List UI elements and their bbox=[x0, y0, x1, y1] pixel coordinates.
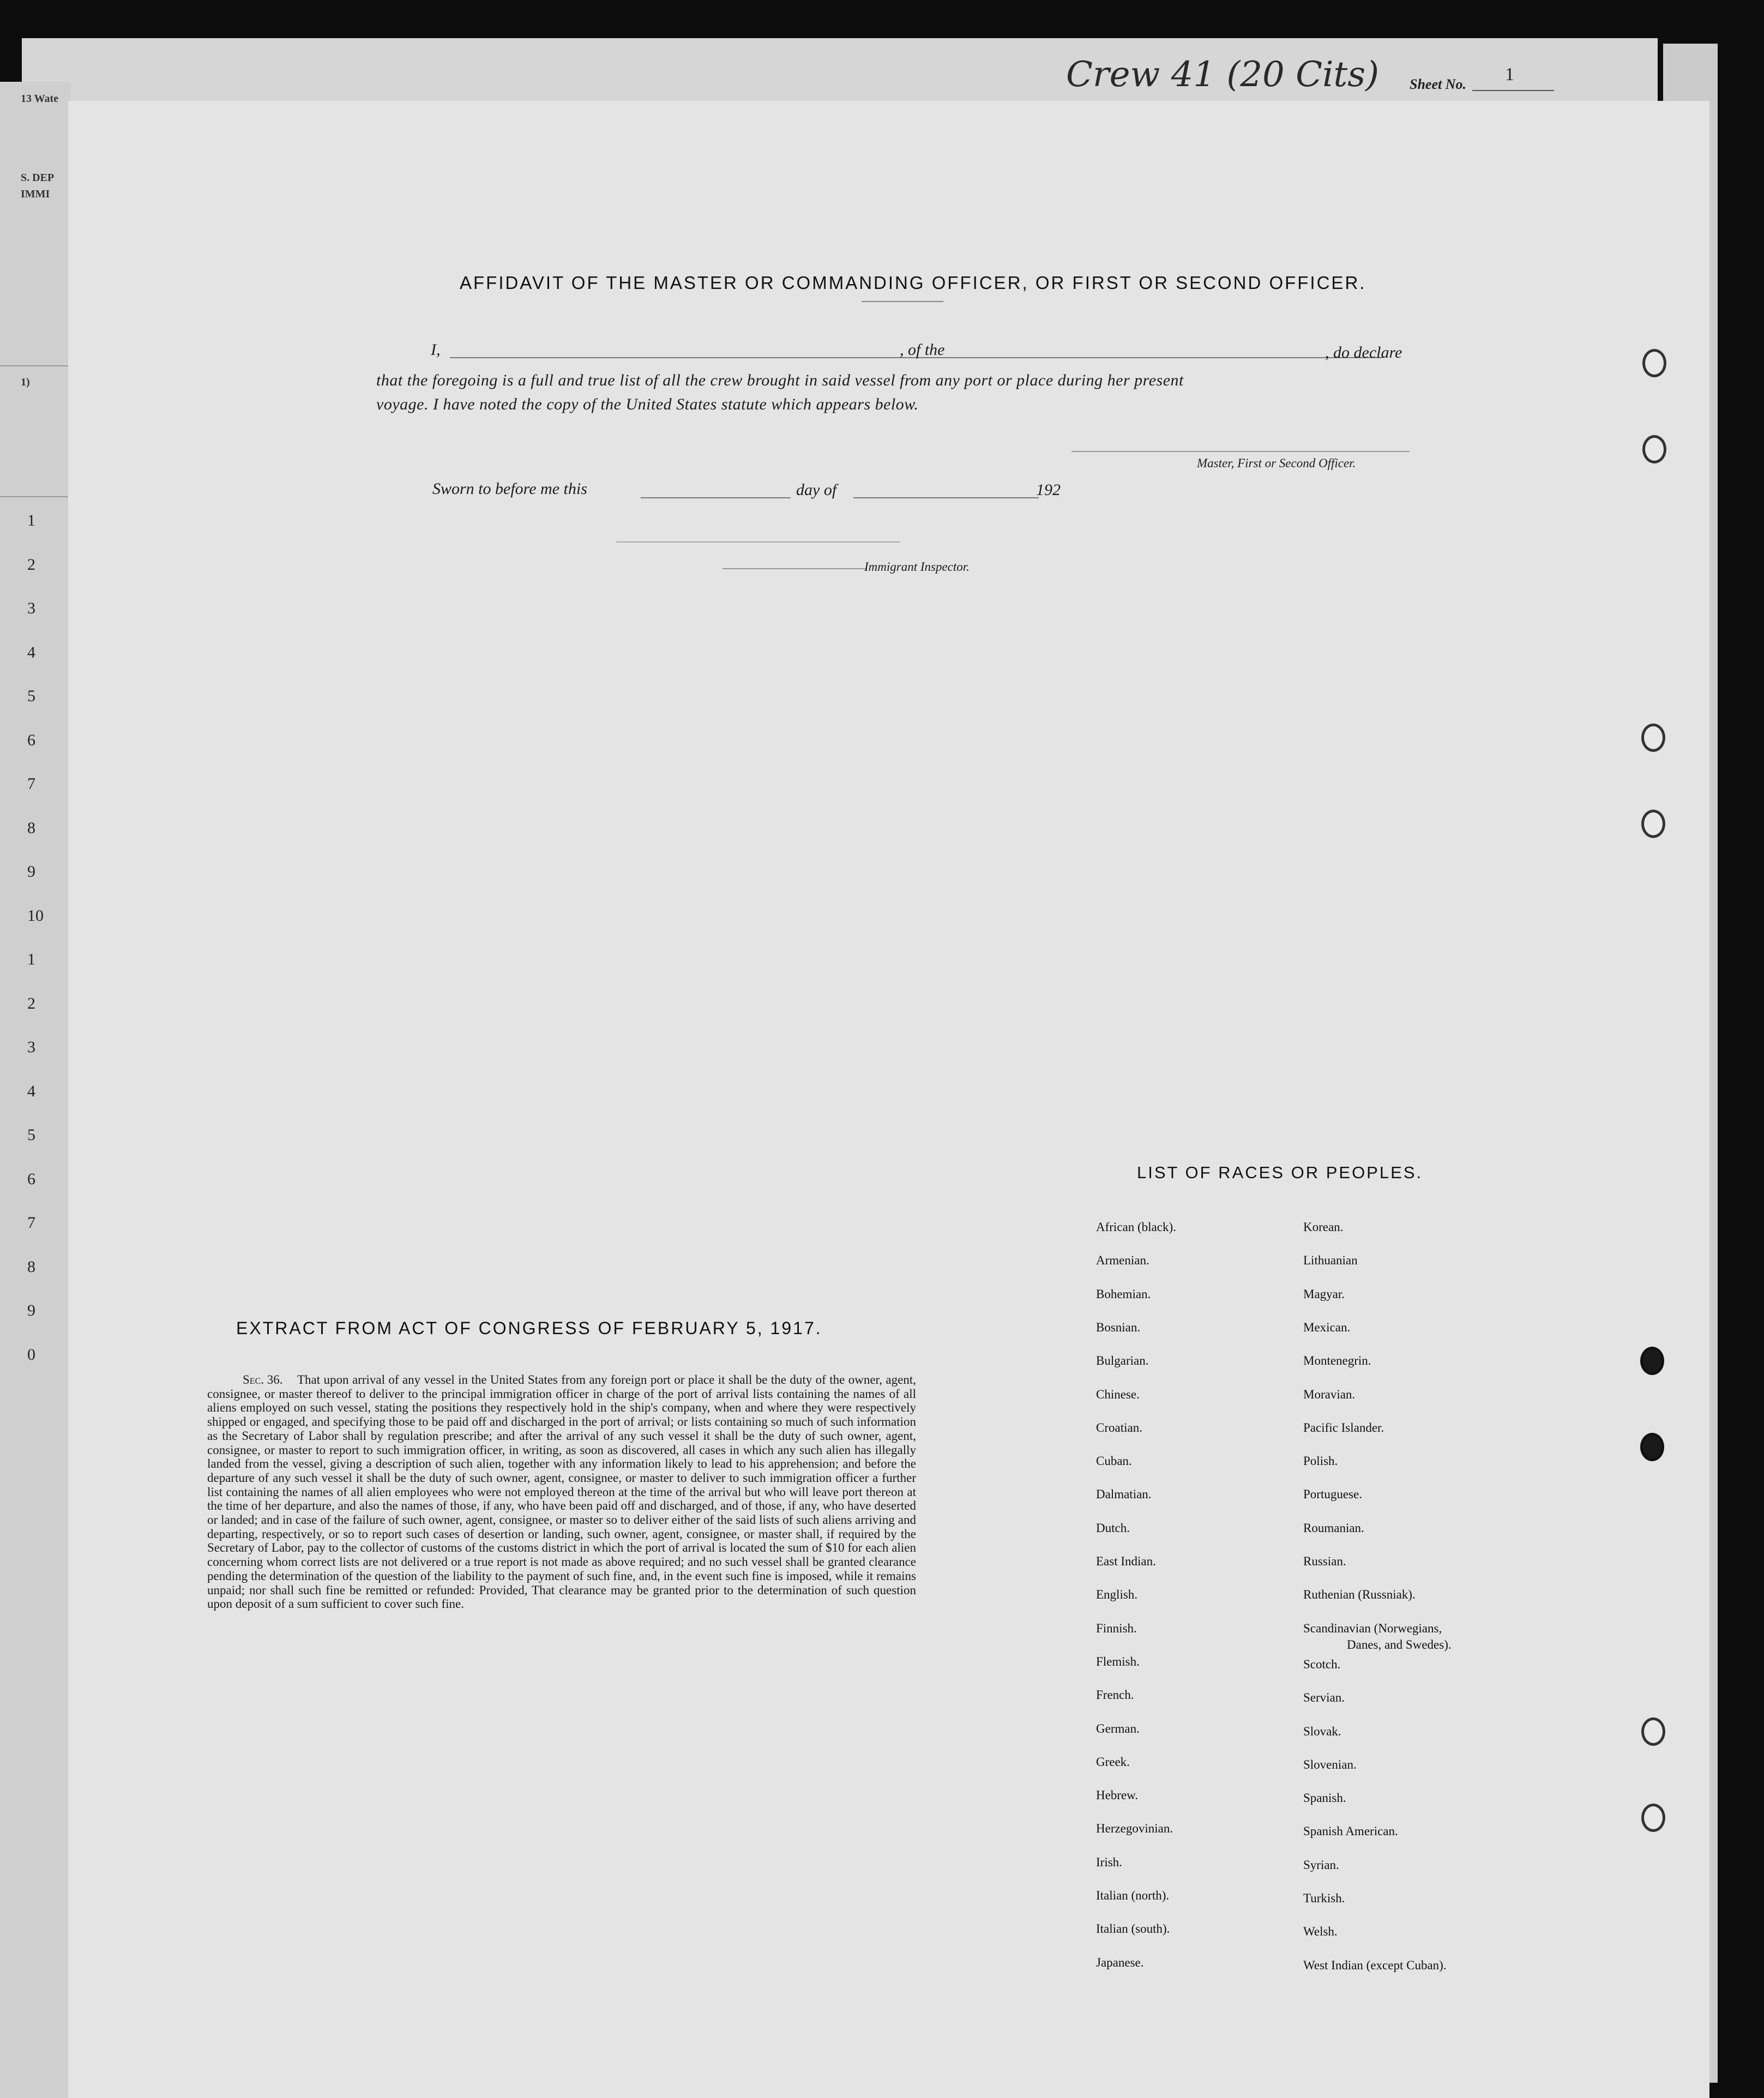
race-item: Flemish. bbox=[1096, 1654, 1140, 1668]
left-row-number: 2 bbox=[27, 994, 35, 1012]
handwritten-crew-note: Crew 41 (20 Cits) bbox=[1066, 55, 1380, 95]
vessel-field-line[interactable] bbox=[984, 357, 1382, 358]
race-item: Moravian. bbox=[1303, 1387, 1356, 1401]
race-item: Servian. bbox=[1303, 1691, 1345, 1705]
left-row-number: 6 bbox=[27, 731, 35, 749]
left-fragment: 13 Wate bbox=[21, 93, 59, 105]
race-item: Italian (north). bbox=[1096, 1889, 1170, 1902]
punch-hole bbox=[1642, 435, 1666, 463]
race-item: Pacific Islander. bbox=[1303, 1420, 1384, 1434]
race-item: Korean. bbox=[1303, 1220, 1344, 1234]
race-item: Finnish. bbox=[1096, 1621, 1137, 1635]
race-item: Magyar. bbox=[1303, 1287, 1345, 1301]
left-row-number: 8 bbox=[27, 818, 35, 837]
master-signature-caption: Master, First or Second Officer. bbox=[1197, 456, 1356, 470]
race-item: Ruthenian (Russniak). bbox=[1303, 1588, 1416, 1602]
sworn-label: Sworn to before me this bbox=[432, 480, 587, 498]
left-row-number: 3 bbox=[27, 599, 35, 617]
race-item: Bulgarian. bbox=[1096, 1354, 1149, 1368]
affidavit-i-label: I, bbox=[431, 341, 441, 359]
race-item: Syrian. bbox=[1303, 1858, 1339, 1872]
race-item: African (black). bbox=[1096, 1220, 1176, 1234]
sworn-day-line[interactable] bbox=[641, 497, 791, 498]
sworn-month-line[interactable] bbox=[853, 497, 1039, 498]
race-item: Welsh. bbox=[1303, 1925, 1338, 1939]
race-item: Italian (south). bbox=[1096, 1922, 1170, 1936]
affidavit-do-declare: , do declare bbox=[1325, 343, 1402, 361]
extract-body-text: That upon arrival of any vessel in the United States from any foreign port or place it shall be the duty of the owner, agent, consignee, or master thereof to deliver to the principal immigration officer in charge of the port of arrival lists containing the names of all aliens employed on such vessel, stating the positions they respectively hold in the ship's company, when and where they were respectively shipped or engaged, and specifying those to be paid off and discharged in the port of arrival; or lists containing so much of such information as the Secretary of Labor shall by regulation prescribe; and after the arrival of any such vessel it shall be the duty of such owner, agent, consignee, or master to report to such immigration officer, in writing, as soon as discovered, all cases in which any such alien has illegally landed from the vessel, giving a description of such alien, together with any information likely to lead to his apprehension; and before the departure of any such vessel it shall be the duty of such owner, agent, consignee, or master to deliver to such immigration officer a further list containing the names of all alien employees who were not employed thereon at the time of the arrival but who will leave port thereon at the time of her departure, and also the names of those, if any, who have been paid off and discharged, and of those, if any, who have deserted or landed; and in case of the failure of such owner, agent, consignee, or master so to deliver either of the said lists of such aliens arriving and departing, respectively, or so to report such cases of desertion or landing, such owner, agent, consignee, or master shall, if required by the Secretary of Labor, pay to the collector of customs of the customs district in which the port of arrival is located the sum of $10 for each alien concerning whom correct lists are not delivered or a true report is not made as above required; and no such vessel shall be granted clearance pending the determination of the question of the liability to the payment of such fine, and, in the event such fine is imposed, while it remains unpaid; nor shall such fine be remitted or refunded: Provided, That clearance may be granted prior to the determination of such question upon deposit of a sum sufficient to cover such fine. bbox=[207, 1373, 916, 1611]
sheet-number-label: Sheet No. bbox=[1410, 76, 1466, 92]
manifest-page bbox=[68, 101, 1709, 2098]
race-item: Dalmatian. bbox=[1096, 1487, 1152, 1502]
race-item: Lithuanian bbox=[1303, 1253, 1358, 1268]
race-item: Slovak. bbox=[1303, 1724, 1341, 1738]
punch-hole bbox=[1640, 1347, 1664, 1375]
affidavit-statement-line: that the foregoing is a full and true list of all the crew brought in said vessel from any port or place during her present bbox=[376, 371, 1184, 389]
left-row-number: 2 bbox=[27, 555, 35, 574]
race-item: Spanish. bbox=[1303, 1791, 1346, 1805]
underlying-sheet-left-strip bbox=[0, 82, 71, 2098]
inspector-caption: Immigrant Inspector. bbox=[864, 560, 970, 574]
affidavit-title: AFFIDAVIT OF THE MASTER OR COMMANDING OFFICER, OR FIRST OR SECOND OFFICER. bbox=[460, 273, 1366, 293]
left-row-number: 1 bbox=[27, 511, 35, 529]
race-item: Spanish American. bbox=[1303, 1824, 1398, 1838]
punch-hole bbox=[1641, 810, 1665, 838]
race-item: English. bbox=[1096, 1588, 1138, 1602]
race-item: Bosnian. bbox=[1096, 1320, 1141, 1334]
left-row-number: 6 bbox=[27, 1169, 35, 1188]
left-row-number: 8 bbox=[27, 1257, 35, 1276]
race-item: Mexican. bbox=[1303, 1320, 1351, 1334]
punch-hole bbox=[1641, 1717, 1665, 1746]
left-row-number: 0 bbox=[27, 1345, 35, 1364]
punch-hole bbox=[1641, 724, 1665, 752]
race-item: Japanese. bbox=[1096, 1955, 1144, 1969]
left-fragment: 1) bbox=[21, 376, 30, 388]
race-item: Armenian. bbox=[1096, 1253, 1149, 1268]
race-item: Irish. bbox=[1096, 1855, 1122, 1869]
race-item: Scandinavian (Norwegians, bbox=[1303, 1621, 1442, 1635]
race-item: Portuguese. bbox=[1303, 1487, 1362, 1502]
races-title: LIST OF RACES OR PEOPLES. bbox=[1137, 1163, 1423, 1182]
left-row-number: 4 bbox=[27, 643, 35, 661]
race-item: West Indian (except Cuban). bbox=[1303, 1958, 1447, 1972]
affidavit-of-the: , of the bbox=[900, 341, 945, 359]
extract-section-label: Sec. 36. bbox=[243, 1373, 283, 1386]
left-row-number: 7 bbox=[27, 775, 35, 793]
left-row-number: 5 bbox=[27, 687, 35, 705]
left-row-number: 1 bbox=[27, 950, 35, 968]
race-item: Dutch. bbox=[1096, 1521, 1130, 1535]
race-item: Scotch. bbox=[1303, 1657, 1341, 1671]
race-item: Herzegovinian. bbox=[1096, 1822, 1173, 1836]
race-item: Chinese. bbox=[1096, 1387, 1140, 1401]
left-fragment: IMMI bbox=[21, 188, 50, 200]
race-item: Slovenian. bbox=[1303, 1757, 1357, 1771]
race-item: Turkish. bbox=[1303, 1891, 1345, 1905]
race-item: East Indian. bbox=[1096, 1554, 1156, 1568]
day-of-label: day of bbox=[796, 481, 837, 499]
left-row-number: 5 bbox=[27, 1126, 35, 1144]
race-item: Danes, and Swedes). bbox=[1347, 1637, 1452, 1651]
inspector-signature-line[interactable] bbox=[616, 541, 900, 542]
left-row-number: 9 bbox=[27, 863, 35, 881]
race-item: Roumanian. bbox=[1303, 1521, 1364, 1535]
left-row-number: 10 bbox=[27, 906, 44, 925]
sheet-number: 1 bbox=[1505, 64, 1514, 85]
race-item: Montenegrin. bbox=[1303, 1354, 1371, 1368]
race-item: Cuban. bbox=[1096, 1454, 1132, 1468]
extract-title: EXTRACT FROM ACT OF CONGRESS OF FEBRUARY 5, 1917. bbox=[236, 1318, 822, 1338]
left-row-number: 4 bbox=[27, 1082, 35, 1100]
race-item: Hebrew. bbox=[1096, 1788, 1139, 1802]
affidavit-statement-line: voyage. I have noted the copy of the United States statute which appears below. bbox=[376, 395, 919, 413]
year-label: 192 bbox=[1036, 481, 1061, 499]
race-item: Polish. bbox=[1303, 1454, 1338, 1468]
race-item: French. bbox=[1096, 1688, 1134, 1702]
left-row-number: 3 bbox=[27, 1038, 35, 1056]
master-signature-line[interactable] bbox=[1071, 451, 1410, 452]
left-row-number: 7 bbox=[27, 1214, 35, 1232]
race-item: Bohemian. bbox=[1096, 1287, 1151, 1301]
race-item: Croatian. bbox=[1096, 1420, 1142, 1434]
race-item: German. bbox=[1096, 1721, 1140, 1735]
race-item: Greek. bbox=[1096, 1755, 1130, 1769]
punch-hole bbox=[1642, 349, 1666, 377]
punch-hole bbox=[1641, 1804, 1665, 1832]
left-fragment: S. DEP bbox=[21, 172, 55, 184]
left-row-number: 9 bbox=[27, 1301, 35, 1319]
race-item: Russian. bbox=[1303, 1554, 1346, 1568]
punch-hole bbox=[1640, 1433, 1664, 1461]
